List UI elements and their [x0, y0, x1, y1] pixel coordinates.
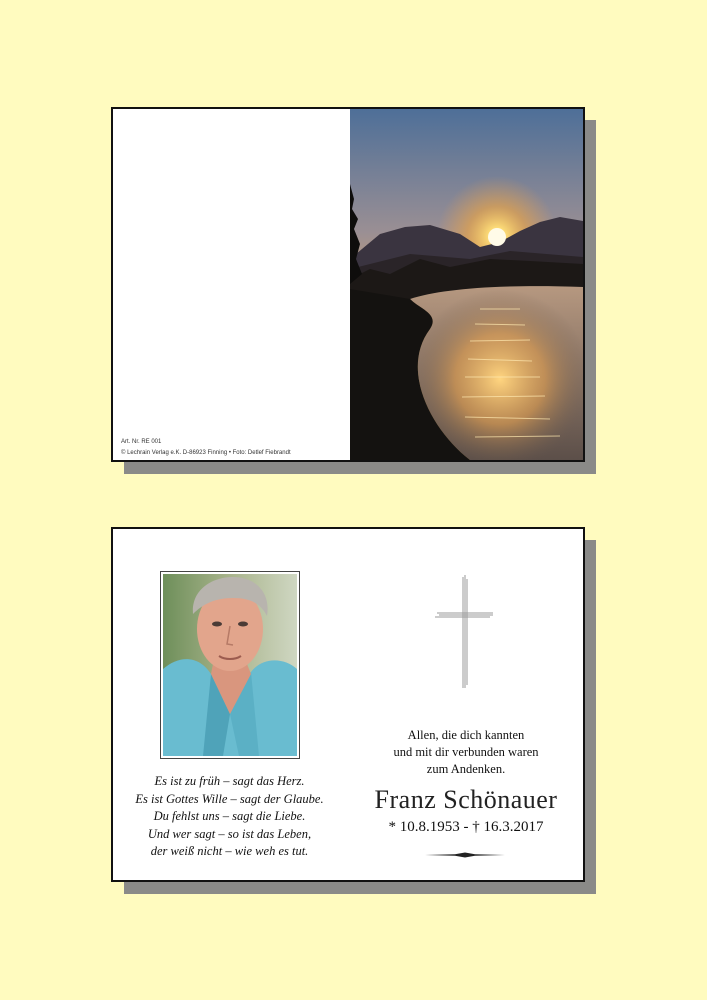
article-number: Art. Nr. RE 001: [121, 439, 162, 445]
inner-card: [111, 527, 585, 882]
poem-line: der weiß nicht – wie weh es tut.: [150, 844, 309, 858]
poem-line: Es ist Gottes Wille – sagt der Glaube.: [135, 791, 324, 806]
publisher-imprint: © Lechrain Verlag e.K. D-86923 Finning • Foto: Detlef Fiebrandt: [121, 450, 291, 456]
memorial-poem: [113, 773, 346, 861]
dedication-text: [353, 727, 579, 778]
deceased-name: Franz Schönauer: [374, 785, 558, 814]
poem-line: Du fehlst uns – sagt die Liebe.: [153, 809, 306, 823]
poem-line: Und wer sagt – so ist das Leben,: [147, 826, 312, 841]
life-dates: * 10.8.1953 - † 16.3.2017: [388, 819, 544, 835]
ornament-divider-icon: [425, 846, 505, 864]
dedication-line: und mit dir verbunden waren: [393, 745, 539, 759]
dedication-line: Allen, die dich kannten: [407, 728, 525, 742]
cover-card: [111, 107, 585, 462]
card-back-page: [113, 109, 350, 460]
dedication-line: zum Andenken.: [426, 762, 506, 776]
cross-icon: [435, 575, 495, 695]
poem-line: Es ist zu früh – sagt das Herz.: [154, 774, 305, 788]
sunset-river-photo: [350, 109, 583, 460]
portrait-photo: [160, 571, 300, 759]
